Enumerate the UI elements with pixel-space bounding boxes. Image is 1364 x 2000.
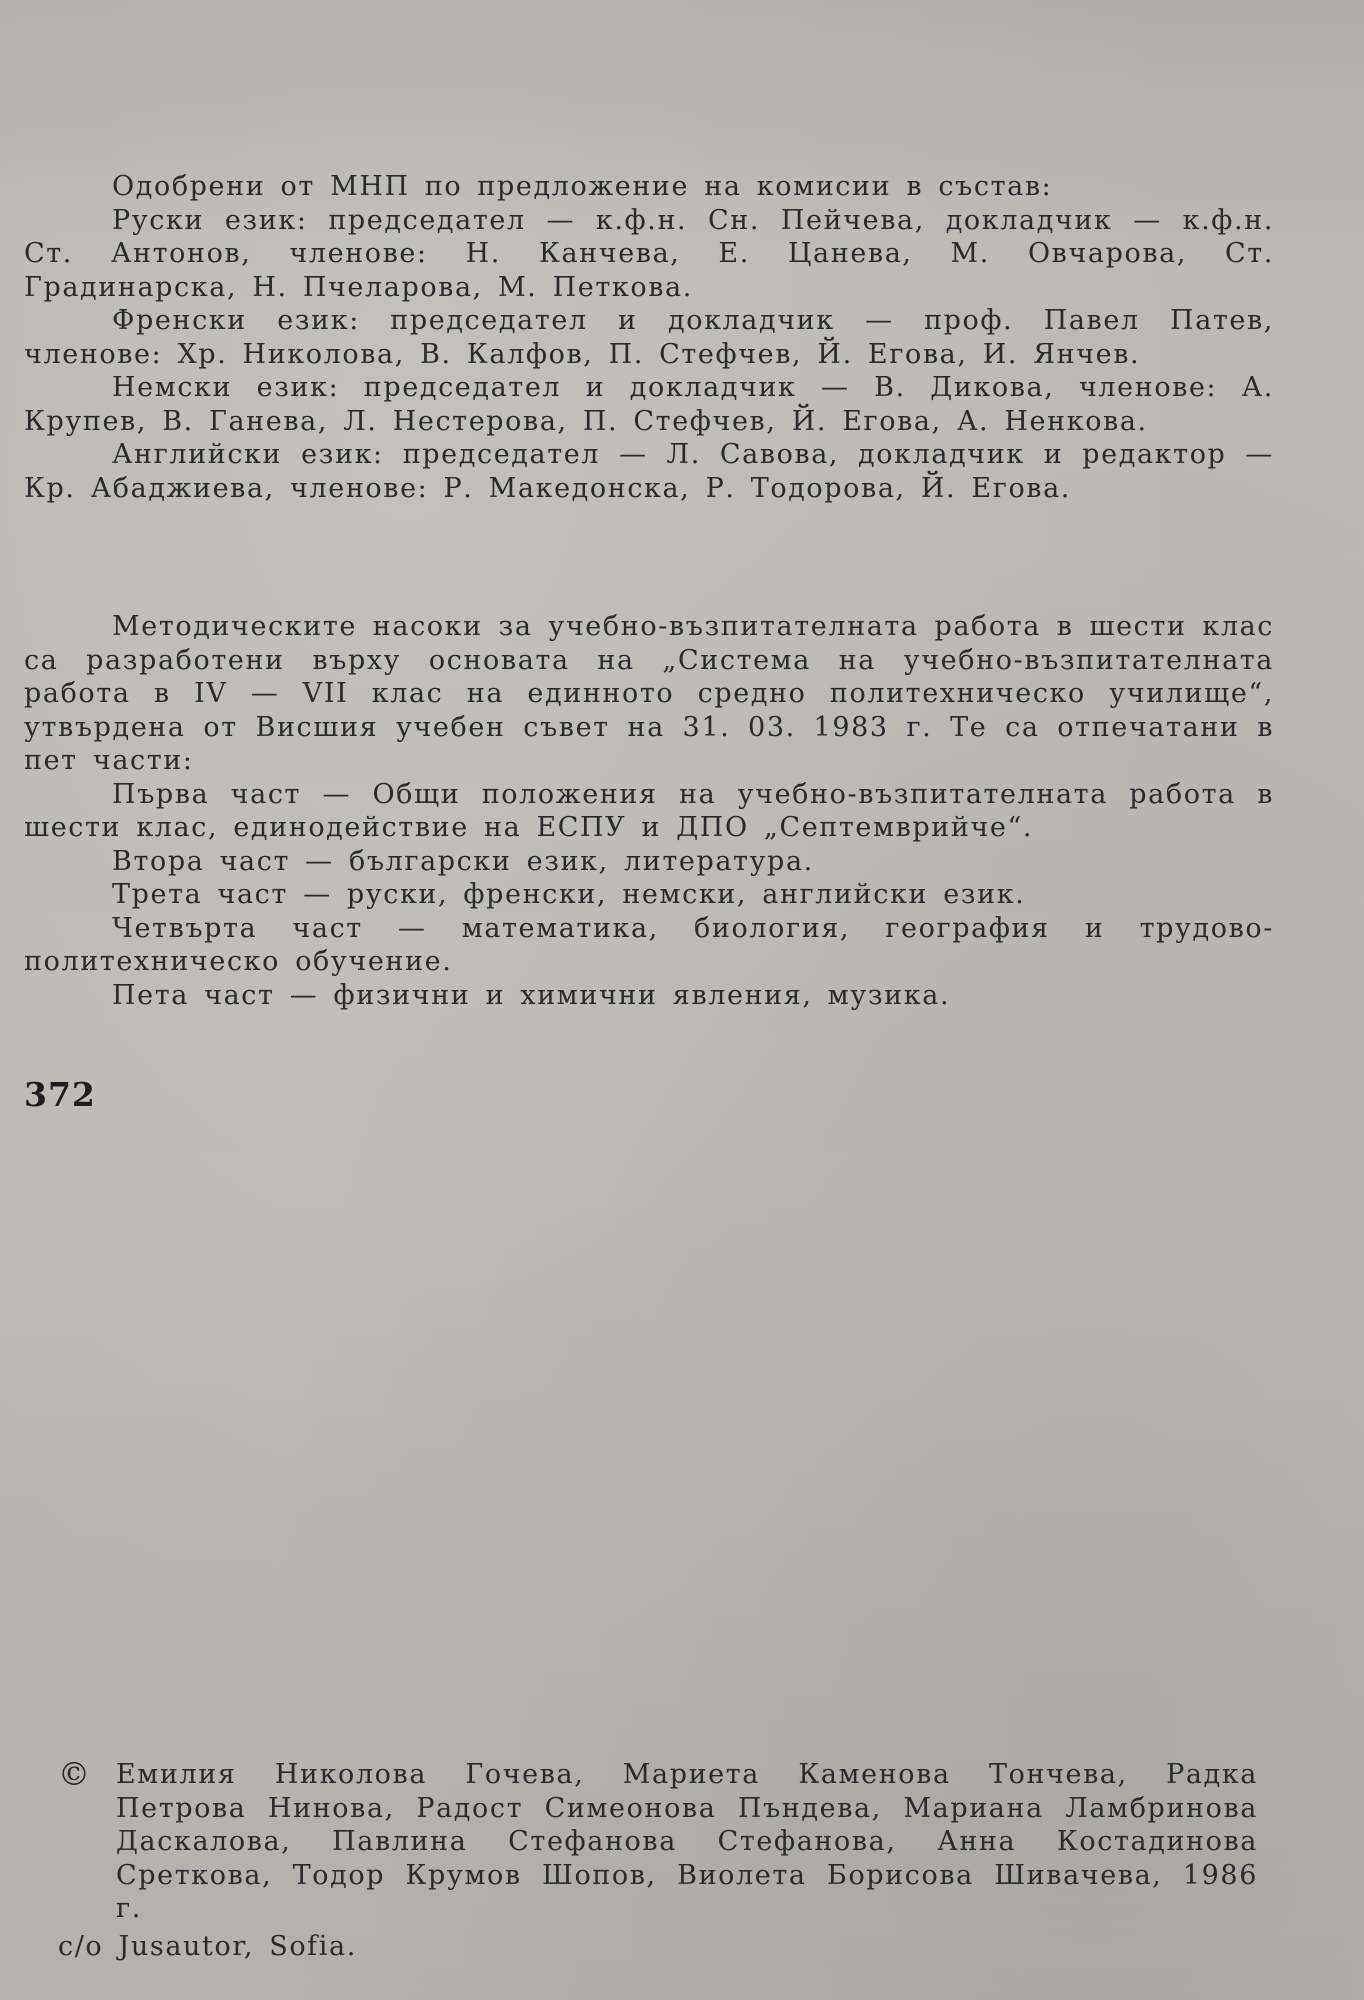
commission-russian: Руски език: председател — к.ф.н. Сн. Пейчева, докладчик — к.ф.н. Ст. Антонов, членове: Н. Канчева, Е. Цанева, М. Овчарова, Ст. Градинарска, Н. Пчеларова, М. Петкова. bbox=[24, 204, 1274, 303]
guidelines-part-1: Първа част — Общи положения на учебно-възпитателната работа в шести клас, единодействие на ЕСПУ и ДПО „Септемврийче“. bbox=[24, 778, 1274, 843]
approval-commission-section bbox=[24, 170, 1274, 505]
commission-german: Немски език: председател и докладчик — В. Дикова, членове: А. Крупев, В. Ганева, Л. Нестерова, П. Стефчев, Й. Егова, А. Ненкова. bbox=[24, 372, 1274, 437]
page-number: 372 bbox=[24, 1075, 96, 1114]
copyright-agency: c/o Jusautor, Sofia. bbox=[58, 1930, 357, 1962]
copyright-notice bbox=[58, 1755, 1258, 1963]
commission-english: Английски език: председател — Л. Савова, докладчик и редактор — Кр. Абаджиева, членове: Р. Македонска, Р. Тодорова, Й. Егова. bbox=[24, 439, 1274, 504]
approval-intro: Одобрени от МНП по предложение на комисии в състав: bbox=[112, 171, 1053, 202]
guidelines-part-2: Втора част — български език, литература. bbox=[112, 845, 814, 877]
copyright-symbol: © bbox=[58, 1755, 92, 1793]
guidelines-part-4: Четвърта част — математика, биология, география и трудово-политехническо обучение. bbox=[24, 912, 1274, 977]
commission-french: Френски език: председател и докладчик — проф. Павел Патев, членове: Хр. Николова, В. Калфов, П. Стефчев, Й. Егова, И. Янчев. bbox=[24, 305, 1274, 370]
guidelines-part-3: Трета част — руски, френски, немски, английски език. bbox=[112, 879, 1026, 910]
copyright-authors: Емилия Николова Гочева, Мариета Каменова Тончева, Радка Петрова Нинова, Радост Симеонова Пъндева, Мариана Ламбринова Даскалова, Павлина Стефанова Стефанова, Анна Костадинова Среткова, Тодор Крумов Шопов, Виолета Борисова Шивачева, 1986 г. bbox=[116, 1759, 1258, 1924]
guidelines-intro: Методическите насоки за учебно-възпитателната работа в шести клас са разработени върху основата на „Система на учебно-възпитателната работа в IV — VII клас на единното средно политехническо училище“, утвърдена от Висшия учебен съвет на 31. 03. 1983 г. Те са отпечатани в пет части: bbox=[24, 611, 1274, 776]
methodical-guidelines-section bbox=[24, 610, 1274, 1012]
guidelines-part-5: Пета част — физични и химични явления, музика. bbox=[112, 979, 951, 1011]
